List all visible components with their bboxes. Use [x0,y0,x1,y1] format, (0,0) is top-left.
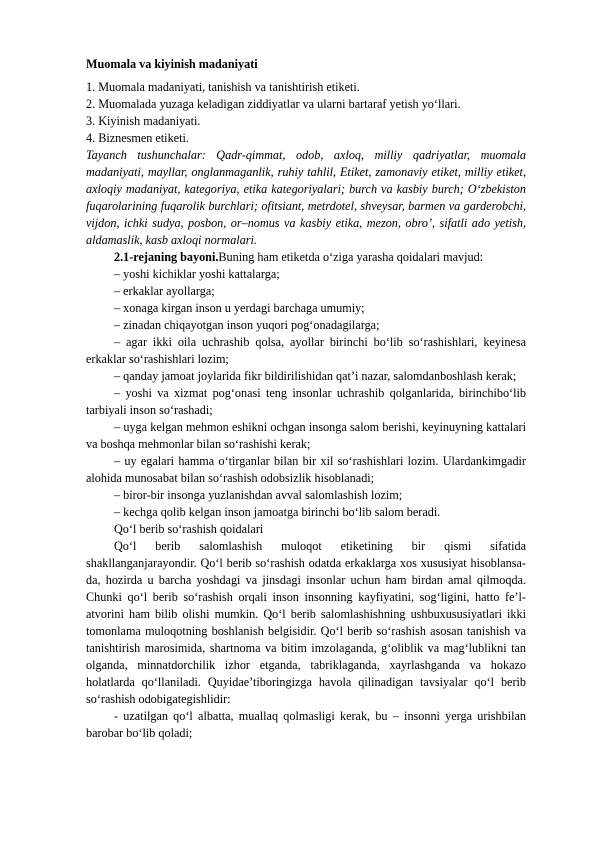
rule-item: – biror-bir insonga yuzlanishdan avval salomlashish lozim; [114,488,403,502]
outline-item-3: 3. Kiyinish madaniyati. [86,114,201,128]
section-label: 2.1-rejaning bayoni. [114,250,219,264]
subheading: Qo‘l berib so‘rashish qoidalari [114,522,264,536]
outline-item-2: 2. Muomalada yuzaga keladigan ziddiyatlar va ularni bartaraf yetish yo‘llari. [86,97,461,111]
key-concepts: Tayanch tushunchalar: Qadr-qimmat, odob, axloq, milliy qadriyatlar, muomala madaniyati, mayllar, onglanmaganlik, ruhiy tahlil, Etiket, zamonaviy etiket, milliy etiket, axloqiy madaniyat, kategoriya, etika kategoriyalari; burch va kasbiy burch; O‘zbekiston fuqarolarining fuqarolik burchlari; ofitsiant, metrdotel, shveysar, barmen va garderobchi, vijdon, ichki sudya, posbon, or–nomus va kasbiy etika, mezon, obro’, sifatli ado yetish, aldamaslik, kasb axloqi normalari. [86,148,526,247]
outline-item-1: 1. Muomala madaniyati, tanishish va tanishtirish etiketi. [86,80,360,94]
section-intro: Buning ham etiketda o‘ziga yarasha qoidalari mavjud: [218,250,484,264]
outline-item-4: 4. Biznesmen etiketi. [86,131,189,145]
rule-item: – erkaklar ayollarga; [114,284,215,298]
rule-item: – uy egalari hamma o‘tirganlar bilan bir xil so‘rashishlari lozim. Ulardankimgadir alohida munosabat bilan so‘rashish odobsizlik hisoblanadi; [86,454,526,485]
rule-item: – qanday jamoat joylarida fikr bildirilishidan qat’i nazar, salomdanboshlash kerak; [114,369,517,383]
rule-item: – yoshi kichiklar yoshi kattalarga; [114,267,280,281]
rule-item: – xonaga kirgan inson u yerdagi barchaga umumiy; [114,301,365,315]
rule-item: – yoshi va xizmat pog‘onasi teng insonlar uchrashib qolganlarida, birinchibo‘lib tarbiyali inson so‘rashadi; [86,386,526,417]
rule-item: – zinadan chiqayotgan inson yuqori pog‘onadagilarga; [114,318,380,332]
body-paragraph: Qo‘l berib salomlashish muloqot etiketining bir qismi sifatida shakllanganjarayondir. Qo‘l berib so‘rashish odatda erkaklarga xos xususiyat hisoblansa-da, hozirda u barcha yoshdagi va jinsdagi insonlar uchun ham birdan amal qilmoqda. Chunki qo‘l berib so‘rashish orqali inson insonning kayfiyatini, sog‘ligini, hatto fe’l-atvorini ham bilib olishi mumkin. Qo‘l berib salomlashishning ushbuxususiyatlari ikki tomonlama muloqotning boshlanish belgisidir. Qo‘l berib so‘rashish asosan tanishish va tanishtirish marosimida, shartnoma va bitim imzolaganda, g‘oliblik va mag‘lublikni tan olganda, minnatdorchilik izhor etganda, tabriklaganda, xayrlashganda va hokazo holatlarda qo‘llaniladi. Quyidae’tiboringizga havola qilinadigan tavsiyalar qo‘l berib so‘rashish odobigategishlidir: [86,539,526,706]
rule-item: – agar ikki oila uchrashib qolsa, ayollar birinchi bo‘lib so‘rashishlari, keyinesa erkaklar so‘rashishlari lozim; [86,335,526,366]
document-title: Muomala va kiyinish madaniyati [86,57,258,71]
rule-item-last: - uzatilgan qo‘l albatta, muallaq qolmasligi kerak, bu – insonni yerga urishbilan barobar bo‘lib qoladi; [86,709,526,740]
section-intro-line [86,249,526,266]
rule-item: – uyga kelgan mehmon eshikni ochgan insonga salom berishi, keyinuyning kattalari va boshqa mehmonlar bilan so‘rashishi kerak; [86,420,526,451]
document-page [86,56,526,742]
rule-item: – kechga qolib kelgan inson jamoatga birinchi bo‘lib salom beradi. [114,505,441,519]
